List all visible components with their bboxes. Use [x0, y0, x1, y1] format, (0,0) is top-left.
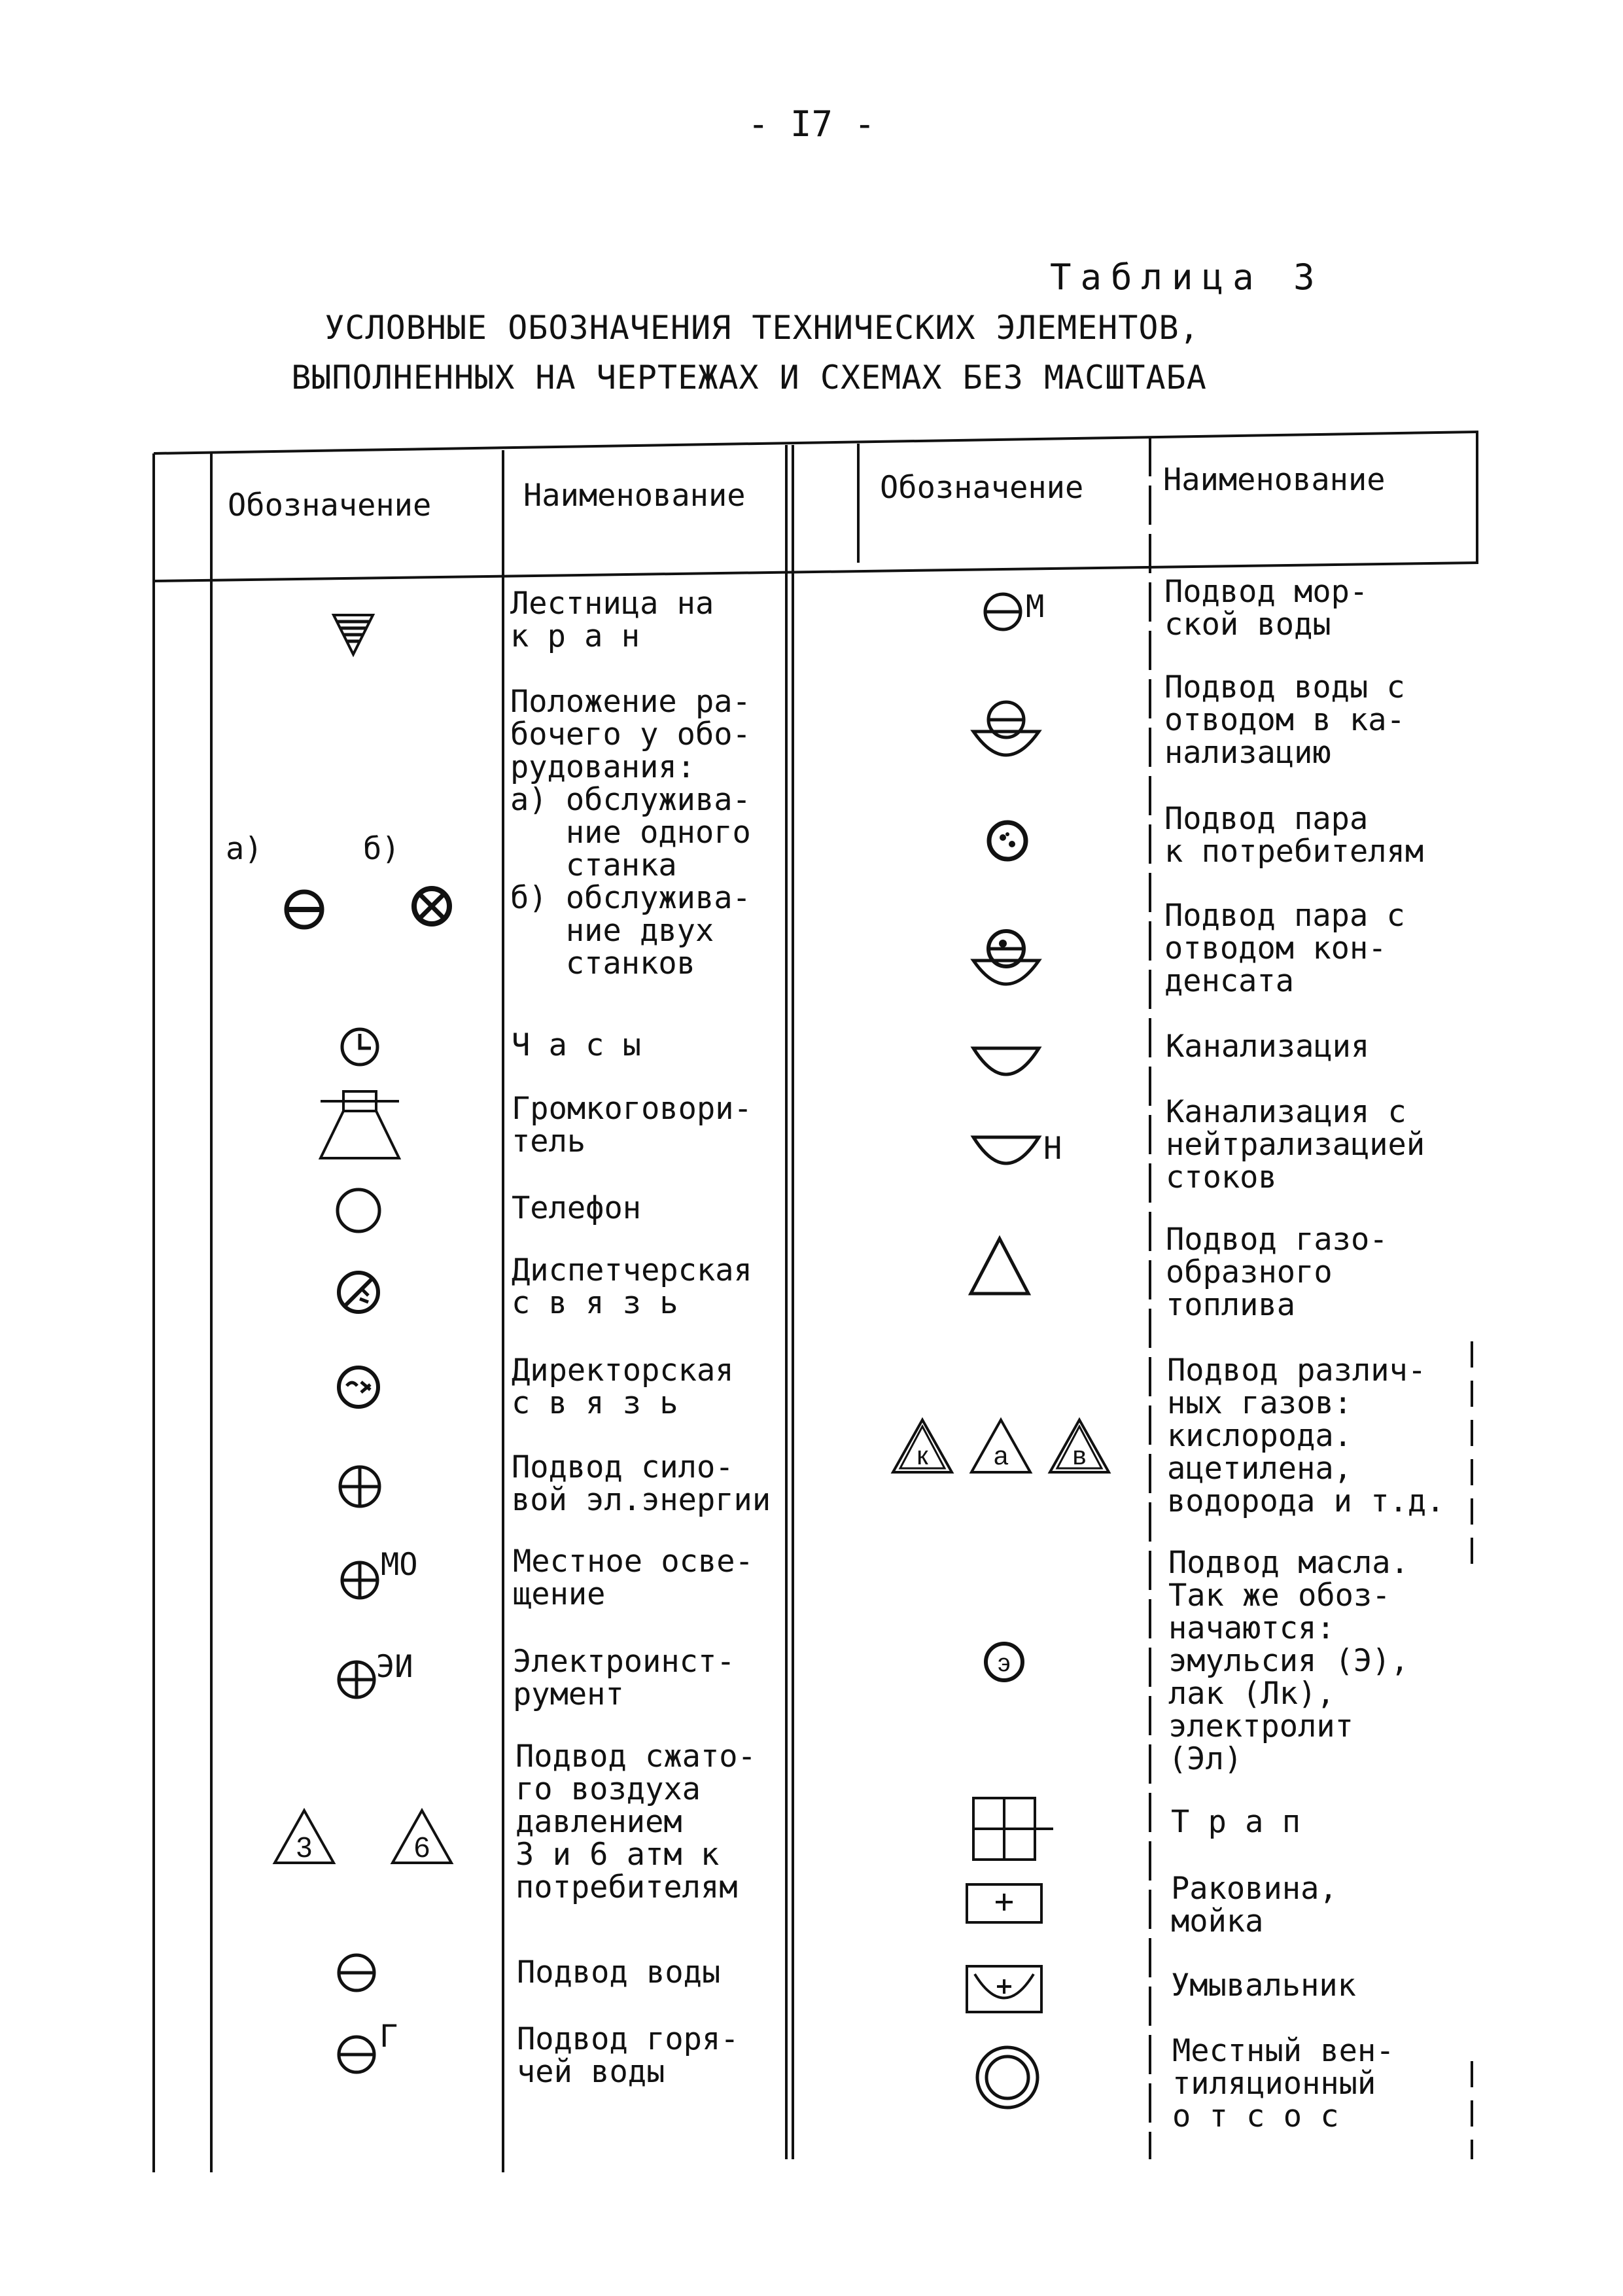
local-lighting-icon: [337, 1557, 383, 1603]
table-title-line1: УСЛОВНЫЕ ОБОЗНАЧЕНИЯ ТЕХНИЧЕСКИХ ЭЛЕМЕНТОВ,: [324, 309, 1200, 347]
oil-supply-label: э: [998, 1650, 1011, 1677]
compressed-air-6-label: 6: [413, 1831, 430, 1863]
sea-water-suffix: М: [1026, 589, 1045, 625]
name-sink: Раковина, мойка: [1171, 1871, 1338, 1939]
telephone-icon: [332, 1184, 385, 1237]
name-steam-with-condensate: Подвод пара с отводом кон- денсата: [1164, 898, 1405, 999]
washbasin-icon: [962, 1960, 1047, 2019]
gas-fuel-icon: [967, 1233, 1032, 1299]
header-symbol-left: Обозначение: [228, 487, 432, 523]
name-sewer: Канализация: [1166, 1029, 1370, 1065]
water-with-drain-icon: [967, 694, 1045, 766]
name-power-tool: Электроинст- румент: [513, 1644, 735, 1712]
hot-water-icon: [334, 2032, 379, 2077]
hydrogen-gas-label: в: [1072, 1441, 1087, 1470]
name-dispatcher-link: Диспетчерская с в я з ь: [512, 1252, 752, 1321]
worker-position-label-a: а): [226, 831, 263, 867]
name-washbasin: Умывальник: [1171, 1968, 1356, 2004]
local-lighting-suffix: МО: [381, 1547, 418, 1583]
name-sewer-neutralized: Канализация с нейтрализацией стоков: [1166, 1094, 1425, 1195]
floor-drain-icon: [968, 1793, 1060, 1865]
oxygen-gas-icon: [890, 1417, 955, 1475]
hot-water-suffix: Г: [379, 2019, 398, 2055]
name-director-link: Директорская с в я з ь: [512, 1352, 734, 1421]
director-link-icon: [332, 1361, 385, 1413]
ladder-to-crane-icon: [330, 612, 376, 658]
sewer-neutralized-suffix: Н: [1043, 1131, 1062, 1167]
steam-with-condensate-icon: [967, 923, 1045, 995]
page-number: - I7 -: [747, 103, 876, 145]
header-symbol-right: Обозначение: [880, 470, 1084, 506]
oxygen-gas-label: к: [916, 1441, 928, 1470]
name-steam-supply: Подвод пара к потребителям: [1164, 801, 1424, 870]
power-tool-icon: [334, 1657, 379, 1703]
sea-water-icon: [980, 589, 1026, 635]
header-name-left: Наименование: [523, 478, 746, 514]
name-ladder-to-crane: Лестница на к р а н: [510, 586, 714, 654]
header-name-right: Наименование: [1163, 462, 1386, 498]
compressed-air-3-icon: [271, 1807, 337, 1866]
name-sea-water: Подвод мор- ской воды: [1164, 574, 1369, 643]
name-various-gases: Подвод различ- ных газов: кислорода. ацетилена, водорода и т.д.: [1167, 1352, 1445, 1519]
table-number: Таблица 3: [1050, 256, 1324, 298]
name-water-supply: Подвод воды: [517, 1954, 721, 1990]
name-hot-water: Подвод горя- чей воды: [517, 2021, 739, 2090]
power-tool-suffix: ЭИ: [376, 1649, 413, 1685]
two-machine-worker-icon: [409, 883, 455, 929]
name-local-lighting: Местное осве- щение: [513, 1544, 754, 1612]
steam-supply-icon: [981, 815, 1034, 867]
acetylene-gas-label: а: [993, 1441, 1009, 1470]
name-power-supply: Подвод сило- вой эл.энергии: [512, 1449, 771, 1518]
single-machine-worker-icon: [281, 887, 327, 932]
dispatcher-link-icon: [332, 1266, 385, 1318]
clock-icon: [337, 1024, 383, 1070]
sewer-icon: [967, 1042, 1045, 1087]
name-water-with-drain: Подвод воды с отводом в ка- нализацию: [1164, 669, 1405, 771]
water-supply-icon: [334, 1950, 379, 1996]
oil-supply-icon: [978, 1636, 1030, 1688]
name-gas-fuel: Подвод газо- образного топлива: [1166, 1222, 1388, 1323]
sink-icon: [962, 1877, 1047, 1929]
name-local-exhaust: Местный вен- тиляционный о т с о с: [1172, 2033, 1395, 2134]
name-loudspeaker: Громкоговори- тель: [512, 1091, 752, 1159]
hydrogen-gas-icon: [1047, 1417, 1112, 1475]
compressed-air-3-label: 3: [296, 1831, 313, 1863]
worker-position-label-b: б): [363, 831, 400, 867]
power-supply-icon: [334, 1460, 386, 1513]
table-title-line2: ВЫПОЛНЕННЫХ НА ЧЕРТЕЖАХ И СХЕМАХ БЕЗ МАСШТАБА: [291, 359, 1207, 397]
name-compressed-air: Подвод сжато- го воздуха давлением 3 и 6 атм к потребителям: [515, 1739, 756, 1905]
name-clock: Ч а с ы: [512, 1027, 642, 1063]
name-floor-drain: Т р а п: [1171, 1804, 1301, 1840]
name-oil-supply: Подвод масла. Так же обоз- начаются: эмульсия (Э), лак (Лк), электролит (Эл): [1168, 1545, 1409, 1777]
sewer-neutralized-icon: [967, 1131, 1045, 1176]
loudspeaker-icon: [314, 1086, 406, 1165]
local-exhaust-icon: [971, 2041, 1043, 2113]
name-worker-position: Положение ра- бочего у обо- рудования: а) обслужива- ние одного станка б) обслужива- ние двух станков: [510, 684, 751, 981]
name-telephone: Телефон: [512, 1190, 642, 1226]
acetylene-gas-icon: [968, 1417, 1034, 1475]
compressed-air-6-icon: [389, 1807, 455, 1866]
table-top-border: [154, 432, 1478, 453]
